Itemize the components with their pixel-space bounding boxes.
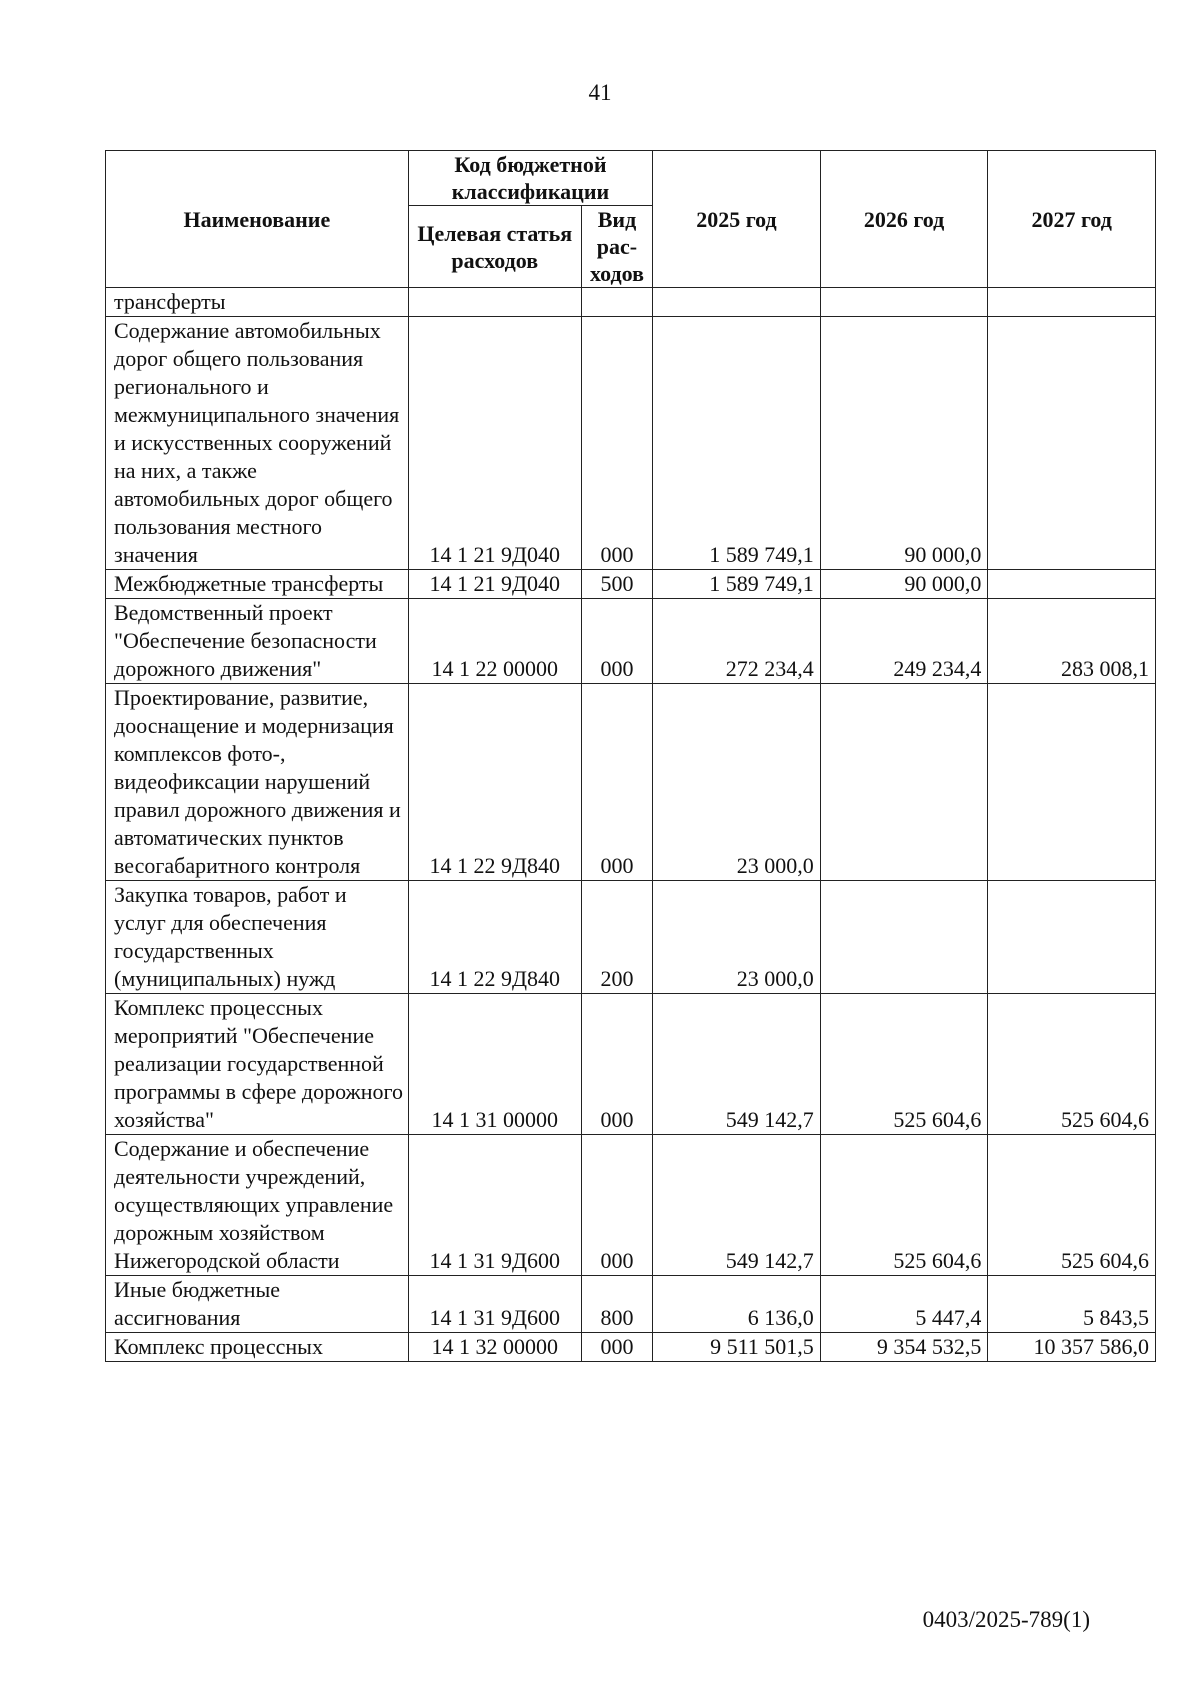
cell-code: 14 1 31 00000 — [408, 994, 581, 1135]
cell-name: Содержание и обеспечение деятельности учреждений, осуществляющих управление дорожным хозяйством Нижегородской области — [106, 1135, 409, 1276]
cell-type: 000 — [581, 1333, 652, 1362]
cell-2026 — [820, 288, 988, 317]
table-row — [106, 1135, 1156, 1276]
cell-2027 — [988, 288, 1156, 317]
cell-2027: 10 357 586,0 — [988, 1333, 1156, 1362]
cell-type: 000 — [581, 317, 652, 570]
cell-code: 14 1 31 9Д600 — [408, 1135, 581, 1276]
cell-name: Ведомственный проект "Обеспечение безопасности дорожного движения" — [106, 599, 409, 684]
cell-code: 14 1 22 9Д840 — [408, 684, 581, 881]
cell-2027 — [988, 881, 1156, 994]
table-row — [106, 1276, 1156, 1333]
budget-table — [105, 150, 1156, 1362]
cell-type: 800 — [581, 1276, 652, 1333]
header-year-2026: 2026 год — [820, 151, 988, 288]
cell-2025 — [653, 288, 821, 317]
cell-name: Иные бюджетные ассигнования — [106, 1276, 409, 1333]
cell-code: 14 1 22 9Д840 — [408, 881, 581, 994]
cell-type: 500 — [581, 570, 652, 599]
cell-2026 — [820, 881, 988, 994]
cell-code: 14 1 31 9Д600 — [408, 1276, 581, 1333]
table-row — [106, 684, 1156, 881]
cell-2027: 283 008,1 — [988, 599, 1156, 684]
cell-2025: 549 142,7 — [653, 1135, 821, 1276]
table-row — [106, 1333, 1156, 1362]
cell-2025: 272 234,4 — [653, 599, 821, 684]
cell-type: 000 — [581, 994, 652, 1135]
table-row — [106, 599, 1156, 684]
cell-type: 000 — [581, 1135, 652, 1276]
cell-type: 000 — [581, 599, 652, 684]
cell-2025: 1 589 749,1 — [653, 570, 821, 599]
cell-2025: 1 589 749,1 — [653, 317, 821, 570]
header-target-article: Целевая статья расходов — [408, 206, 581, 288]
cell-code: 14 1 21 9Д040 — [408, 570, 581, 599]
cell-2027 — [988, 317, 1156, 570]
cell-name: Закупка товаров, работ и услуг для обеспечения государственных (муниципальных) нужд — [106, 881, 409, 994]
cell-name: Содержание автомобильных дорог общего пользования регионального и межмуниципального значения и искусственных сооружений на них, а также автомобильных дорог общего пользования местного значения — [106, 317, 409, 570]
table-row — [106, 288, 1156, 317]
cell-name: Межбюджетные трансферты — [106, 570, 409, 599]
cell-type: 000 — [581, 684, 652, 881]
cell-2026: 525 604,6 — [820, 1135, 988, 1276]
cell-type — [581, 288, 652, 317]
cell-2025: 549 142,7 — [653, 994, 821, 1135]
cell-2026: 9 354 532,5 — [820, 1333, 988, 1362]
cell-2025: 23 000,0 — [653, 684, 821, 881]
cell-2026 — [820, 684, 988, 881]
table-row — [106, 881, 1156, 994]
page-number: 41 — [588, 80, 612, 105]
cell-name: Проектирование, развитие, дооснащение и модернизация комплексов фото-, видеофиксации нарушений правил дорожного движения и автоматических пунктов весогабаритного контроля — [106, 684, 409, 881]
cell-2027 — [988, 570, 1156, 599]
cell-name: трансферты — [106, 288, 409, 317]
cell-2025: 23 000,0 — [653, 881, 821, 994]
cell-2027 — [988, 684, 1156, 881]
cell-code: 14 1 22 00000 — [408, 599, 581, 684]
cell-2025: 9 511 501,5 — [653, 1333, 821, 1362]
cell-2026: 90 000,0 — [820, 317, 988, 570]
cell-2027: 525 604,6 — [988, 1135, 1156, 1276]
cell-2026: 90 000,0 — [820, 570, 988, 599]
cell-2026: 249 234,4 — [820, 599, 988, 684]
cell-2027: 525 604,6 — [988, 994, 1156, 1135]
header-year-2025: 2025 год — [653, 151, 821, 288]
table-row — [106, 994, 1156, 1135]
table-row — [106, 317, 1156, 570]
header-code-group: Код бюджетной классификации — [408, 151, 652, 206]
cell-2027: 5 843,5 — [988, 1276, 1156, 1333]
cell-2025: 6 136,0 — [653, 1276, 821, 1333]
document-code: 0403/2025-789(1) — [922, 1607, 1090, 1632]
cell-2026: 5 447,4 — [820, 1276, 988, 1333]
cell-name: Комплекс процессных — [106, 1333, 409, 1362]
table-row — [106, 570, 1156, 599]
cell-2026: 525 604,6 — [820, 994, 988, 1135]
cell-name: Комплекс процессных мероприятий "Обеспечение реализации государственной программы в сфере дорожного хозяйства" — [106, 994, 409, 1135]
cell-code: 14 1 32 00000 — [408, 1333, 581, 1362]
cell-code — [408, 288, 581, 317]
cell-code: 14 1 21 9Д040 — [408, 317, 581, 570]
header-expense-type: Вид рас-ходов — [581, 206, 652, 288]
header-name: Наименование — [106, 151, 409, 288]
cell-type: 200 — [581, 881, 652, 994]
header-year-2027: 2027 год — [988, 151, 1156, 288]
